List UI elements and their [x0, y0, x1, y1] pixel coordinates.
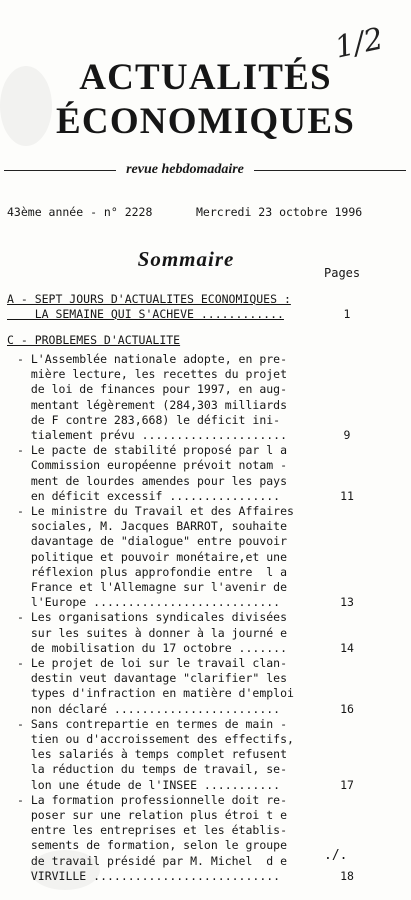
item-2-line-4: en déficit excessif ................ [17, 488, 281, 503]
item-3-line-6: France et l'Allemagne sur l'avenir de [17, 580, 288, 594]
issue-number: 43ème année - n° 2228 [7, 205, 153, 219]
item-2-line-3: ment de lourdes amendes pour les pays [17, 473, 288, 488]
item-1-line-6: tialement prévu ..................... [17, 428, 288, 442]
item-5-page: 16 [340, 701, 354, 716]
sommaire-title: Sommaire [137, 247, 235, 271]
item-6-line-2: tien ou d'accroissement des effectifs, [17, 732, 294, 746]
item-4-page: 14 [340, 640, 354, 655]
item-6-line-4: la réduction du temps de travail, se- [17, 762, 288, 777]
item-3-line-3: davantage de "dialogue" entre pouvoir [17, 534, 288, 549]
item-6-page: 17 [340, 777, 354, 792]
item-4-line-2: sur les suites à donner à la journé e [17, 625, 288, 640]
item-7-page: 18 [340, 868, 354, 883]
item-2-page: 11 [340, 488, 354, 503]
item-1-line-5: de F contre 283,668) le déficit ini- [17, 412, 281, 427]
item-7-line-2: poser sur une relation plus étroi t e [17, 808, 288, 822]
item-6-line-3: les salariés à temps complet refusent [17, 747, 288, 762]
item-3-line-4: politique et pouvoir monétaire,et une [17, 549, 288, 564]
section-a-line-1: A - SEPT JOURS D'ACTUALITES ECONOMIQUES : [7, 292, 291, 306]
item-7-line-3: entre les entreprises et les établis- [17, 823, 288, 838]
item-6-line-5: lon une étude de l'INSEE ........... [17, 777, 281, 792]
item-1-page: 9 [343, 428, 351, 442]
item-2-line-1: - Le pacte de stabilité proposé par l a [17, 443, 288, 458]
section-a-line-2 [7, 307, 284, 322]
handwritten-note: 1/2 [331, 21, 387, 66]
item-3-line-7: l'Europe ........................... [17, 595, 281, 610]
item-3-line-1: - Le ministre du Travail et des Affaires [17, 504, 294, 518]
section-a-line-2-text: LA SEMAINE QUI S'ACHEVE ............ [7, 307, 284, 321]
issue-date: Mercredi 23 octobre 1996 [196, 205, 363, 219]
masthead-rule-right [254, 170, 406, 171]
item-1-line-3: de loi de finances pour 1997, en aug- [17, 382, 288, 397]
section-a-page: 1 [343, 307, 351, 321]
item-4-line-1: - Les organisations syndicales divisées [17, 610, 288, 625]
masthead-subtitle: revue hebdomadaire [126, 162, 244, 177]
masthead-line-1: ACTUALITÉS [79, 57, 332, 98]
item-3-line-2: sociales, M. Jacques BARROT, souhaite [17, 519, 288, 534]
item-7-line-6: VIRVILLE ........................... [17, 868, 281, 883]
item-2-line-2: Commission européenne prévoit notam - [17, 458, 288, 473]
item-1-line-2: mière lecture, les recettes du projet [17, 367, 288, 382]
item-7-line-5: de travail présidé par M. Michel d e [17, 853, 288, 868]
item-5-line-4: non déclaré ........................ [17, 701, 281, 716]
item-1-line-4: mentant légèrement (284,303 milliards [17, 397, 288, 412]
item-5-line-1: - Le projet de loi sur le travail clan- [17, 656, 288, 670]
masthead-rule-left [4, 170, 116, 171]
item-6-line-1: - Sans contrepartie en termes de main - [17, 716, 288, 731]
section-c-heading [7, 333, 180, 348]
item-7-line-1: - La formation professionnelle doit re- [17, 792, 288, 807]
continuation-mark: ./. [324, 848, 348, 863]
item-3-page: 13 [340, 595, 354, 610]
item-3-line-5: réflexion plus approfondie entre l a [17, 564, 288, 579]
item-5-line-3: types d'infraction en matière d'emploi [17, 686, 294, 701]
item-4-line-3: de mobilisation du 17 octobre ....... [17, 640, 288, 655]
masthead-line-2: ÉCONOMIQUES [56, 101, 355, 142]
item-5-line-2: destin veut davantage "clarifier" les [17, 671, 288, 686]
section-c-heading-text: C - PROBLEMES D'ACTUALITE [7, 333, 181, 347]
pages-header: Pages [324, 266, 361, 280]
item-7-line-4: sements de formation, selon le groupe [17, 838, 288, 853]
item-1-line-1: - L'Assemblée nationale adopte, en pre- [17, 352, 288, 366]
